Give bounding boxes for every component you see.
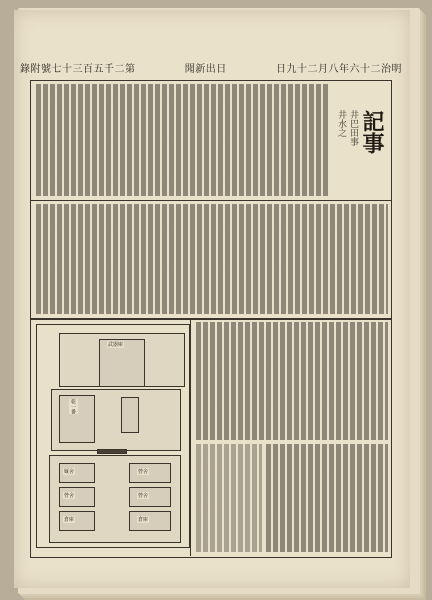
map-building: [121, 397, 139, 433]
map-label: 營舍: [138, 469, 149, 475]
article-text-block: [196, 444, 262, 552]
article-text-block: [266, 444, 388, 552]
map-building: [129, 487, 171, 507]
page-header: [20, 58, 402, 76]
article-text-block: [36, 204, 388, 314]
barracks-map: [36, 324, 190, 548]
map-label: 營舍: [64, 493, 75, 499]
map-label: 厩舍: [64, 469, 75, 475]
map-label: 營舍: [138, 493, 149, 499]
map-building: [129, 463, 171, 483]
article-subtitle: 井水之: [336, 110, 346, 137]
article-title-main: 記事: [359, 110, 385, 154]
header-paper-name: 聞新出日: [184, 63, 227, 75]
article-text-block: [196, 322, 388, 440]
header-supplement-number: 錄附號七十三百五千二第: [20, 63, 136, 75]
map-label: 倉庫: [138, 517, 149, 523]
map-road: [97, 449, 127, 454]
map-label: 倉庫: [64, 517, 75, 523]
article-title: [334, 110, 386, 202]
header-date: 日九十二月八年六十二治明: [276, 63, 402, 75]
map-building: [129, 511, 171, 531]
column-divider: [190, 318, 191, 556]
map-label: 乾一番: [70, 399, 76, 414]
article-text-block: [36, 84, 328, 196]
map-label: 武器庫: [108, 342, 124, 348]
article-subtitle: 井巴田事: [348, 110, 358, 146]
section-divider: [30, 318, 392, 320]
